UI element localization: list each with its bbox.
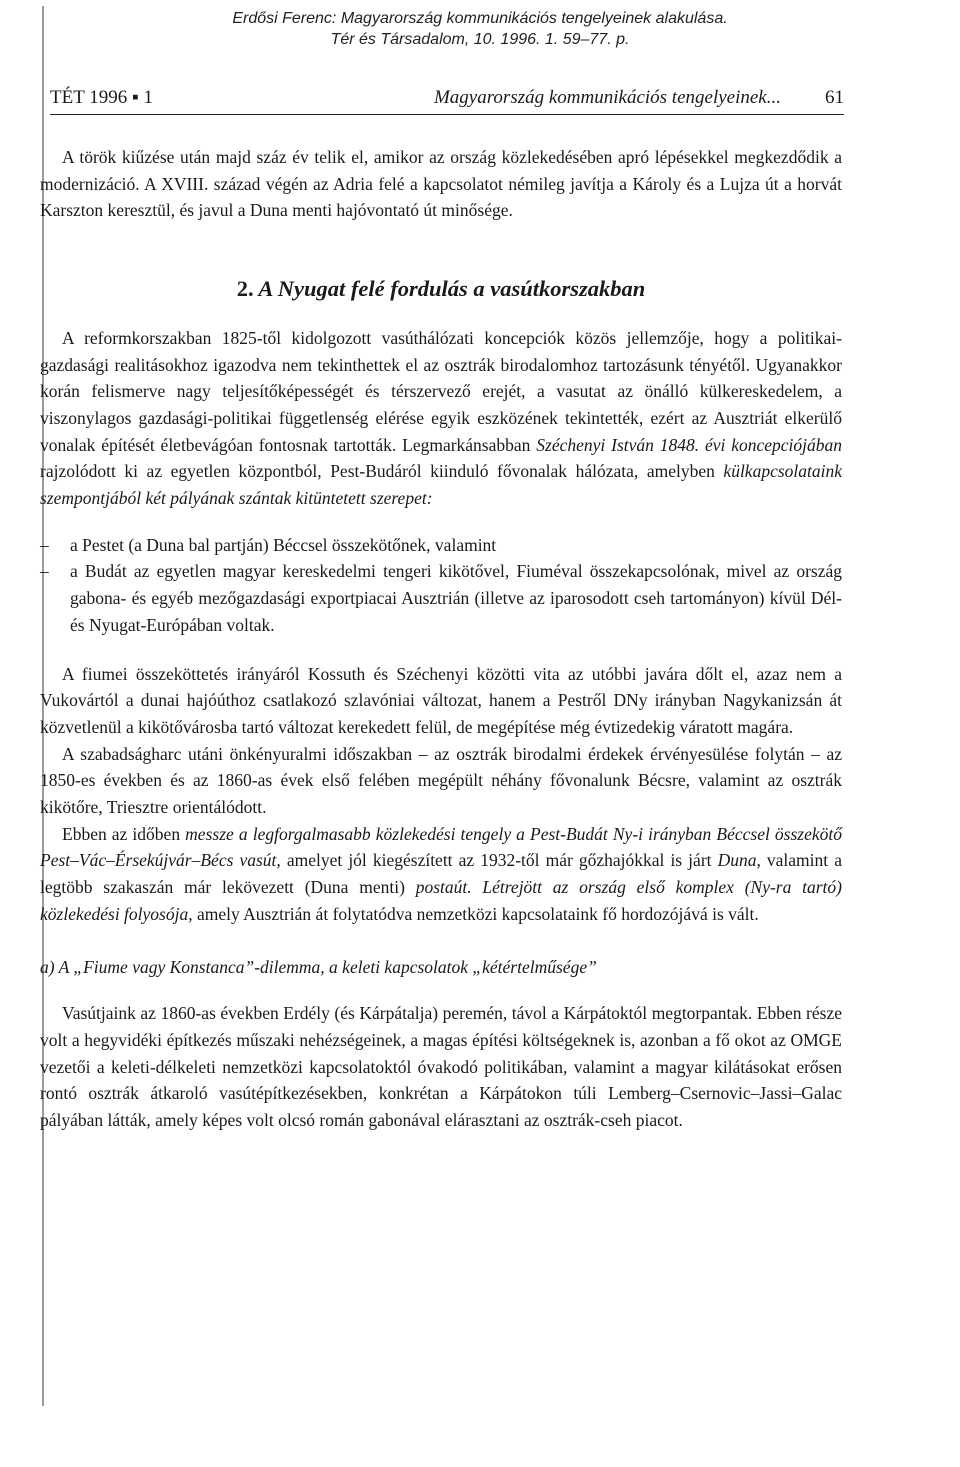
paragraph-axis-text-1: Ebben az időben <box>62 823 186 844</box>
paragraph-reform <box>40 325 842 512</box>
section-heading <box>40 276 842 303</box>
paragraph-intro: A török kiűzése után majd száz év telik el, amikor az ország közlekedésében apró lépésekkel megkezdődik a modernizáció. A XVIII. század végén az Adria felé a kapcsolatot némileg javítja a Károly és a Lujza út a horvát Karszton keresztül, és javul a Duna menti hajóvontató út minősége. <box>40 147 842 221</box>
paragraph-railways: Vasútjaink az 1860-as években Erdély (és Kárpátalja) peremén, távol a Kárpátoktól megtorpantak. Ebben része volt a hegyvidéki építkezés műszaki nehézségeinek, a magas építési költségeknek is, azonban a fő okot az OMGE vezetői a keleti-délkeleti nemzetközi kapcsolatoktól óvakodó politikában, valamint a magyar kilátásokat erősen rontó osztrák átkaroló vasútépítkezésekben, konkrétan a Kárpátokon túli Lemberg–Csernovic–Jassi–Galac pályában látták, amely képes volt olcsó román gabonával elárasztani az osztrák-cseh piacot. <box>40 1003 842 1131</box>
railway-list <box>40 532 842 639</box>
paragraph-reform-text: A reformkorszakban 1825-től kidolgozott vasúthálózati koncepciók közös jellemzője, hogy a politikai-gazdasági realitásokhoz igazodva nem tekinthettek el az osztrák birodalomhoz tartozásunk tényétől. Ugyanakkor korán felismerve nagy teljesítőképességét és térszervező erejét, a vasutat az önálló külkereskedelem, a viszonylagos gazdasági-politikai függetlenség elérése egyik eszközének tekintették, ezért az Ausztriát elkerülő vonalak építését életbevágóan fontosnak tartották. Legmarkánsabban <box>40 327 842 455</box>
paragraph-axis-italic-3: postaút. Létrejött az ország első komplex (Ny-ra tartó) közlekedési folyosója, <box>40 877 842 924</box>
running-title-group <box>434 86 844 110</box>
running-head <box>50 86 844 115</box>
sub-heading: a) A „Fiume vagy Konstanca”-dilemma, a keleti kapcsolatok „kétértelműsége” <box>40 956 597 977</box>
paragraph-axis-italic-1: messze a legforgalmasabb közlekedési tengely a Pest-Budát Ny-i irányban Béccsel összekötő Pest–Vác–Érsekújvár–Bécs vasút, <box>40 823 842 871</box>
journal-issue: TÉT 1996 ▪ 1 <box>50 87 153 108</box>
running-title: Magyarország kommunikációs tengelyeinek... <box>433 87 781 108</box>
page-number: 61 <box>825 87 844 108</box>
citation-author-title: Erdősi Ferenc: Magyarország kommunikációs tengelyeinek alakulása. <box>232 10 728 27</box>
article-body <box>40 144 842 1134</box>
paragraph-axis-italic-2: Duna, <box>717 850 761 871</box>
paragraph-axis-text-4: amely Ausztrián át folytatódva nemzetközi kapcsolataink fő hordozójává is vált. <box>192 903 759 924</box>
paragraph-fiume: A fiumei összeköttetés irányáról Kossuth és Széchenyi közötti vita az utóbbi javára dőlt el, azaz nem a Vukovártól a dunai hajóúthoz csatlakozó szlavóniai változat, hanem a Pestről DNy irányban Nagykanizsán át közvetlenül a kikötővárosba tartó változat kerekedett felül, de megépítése még évtizedekig váratott magára. <box>40 663 842 737</box>
paragraph-reform-text-2: rajzolódott ki az egyetlen központból, Pest-Budáról kiinduló fővonalak hálózata, amelyben <box>40 461 724 482</box>
paragraph-axis <box>40 821 842 928</box>
paragraph-axis-text-3: valamint a legtöbb szakaszán már lekövezett (Duna menti) <box>40 850 842 898</box>
citation-header <box>0 8 960 50</box>
paragraph-axis-text-2: amelyet jól kiegészített az 1932-től már gőzhajókkal is járt <box>280 850 718 871</box>
list-item: – a Pestet (a Duna bal partján) Béccsel összekötőnek, valamint <box>40 532 842 559</box>
paragraph-reform-italic-1: Széchenyi István 1848. évi koncepciójában <box>536 434 843 455</box>
paragraph-absolutism: A szabadságharc utáni önkényuralmi időszakban – az osztrák birodalmi érdekek érvényesülése folytán – az 1850-es években és az 1860-as évek első felében megépült néhány fővonalunk Bécsre, valamint az osztrák kikötőre, Triesztre orientálódott. <box>40 743 842 818</box>
section-title: A Nyugat felé fordulás a vasútkorszakban <box>258 276 646 302</box>
citation-source: Tér és Társadalom, 10. 1996. 1. 59–77. p. <box>330 31 630 48</box>
list-item: – a Budát az egyetlen magyar kereskedelmi tengeri kikötővel, Fiuméval összekapcsolónak, mivel az ország gabona- és egyéb mezőgazdasági exportpiacai Ausztrián (illetve az iparosodott cseh tartományon) kívül Dél- és Nyugat-Európában voltak. <box>40 558 842 638</box>
paragraph-reform-italic-2: külkapcsolataink szempontjából két pályának szántak kitüntetett szerepet: <box>40 461 842 509</box>
section-number: 2. <box>236 276 254 302</box>
